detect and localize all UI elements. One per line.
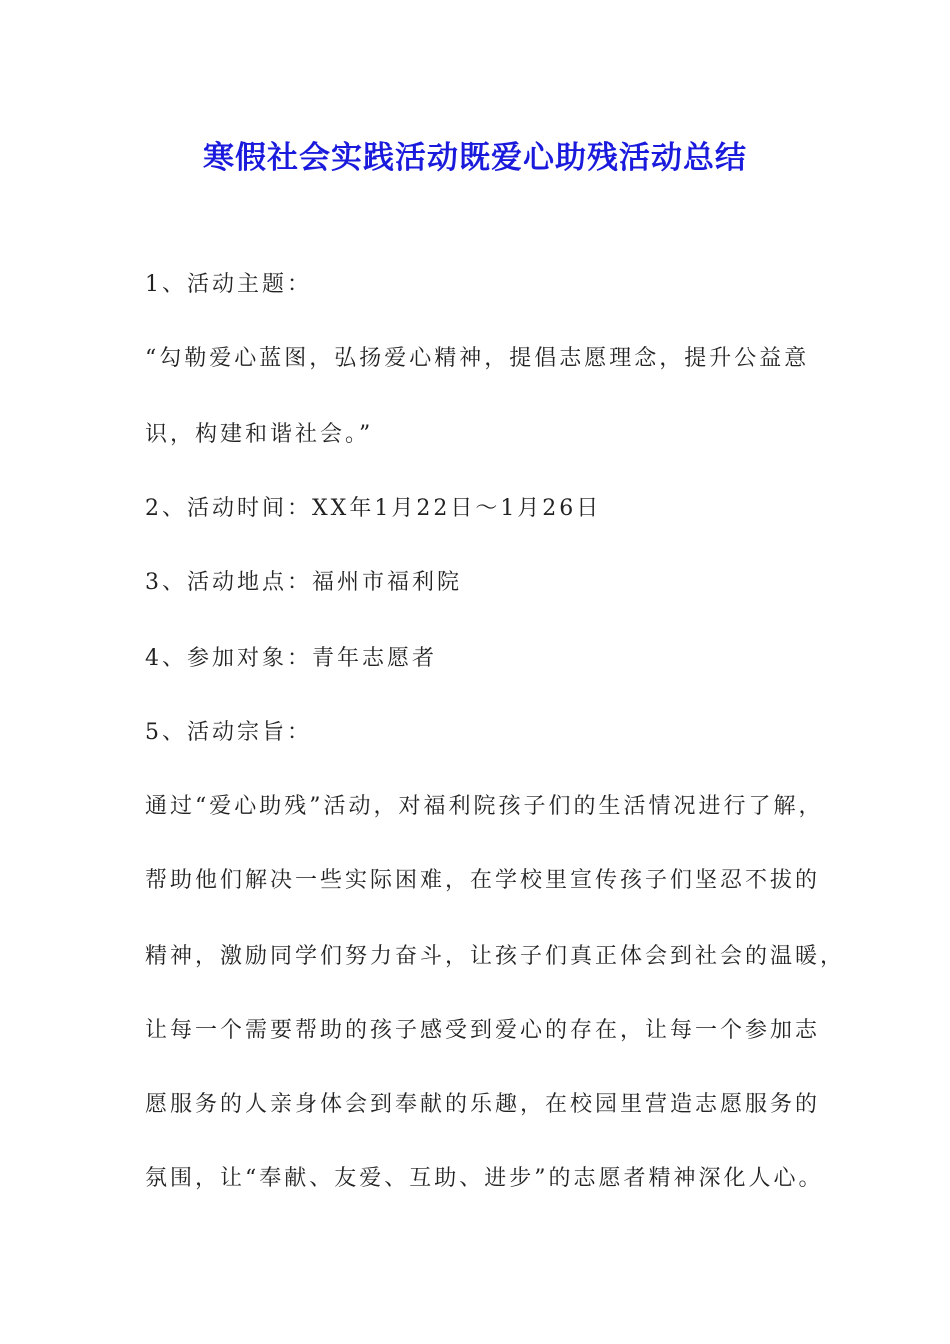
text-line: 3、活动地点：福州市福利院 — [145, 570, 462, 595]
text-line: 通过“爱心助残”活动，对福利院孩子们的生活情况进行了解， — [145, 794, 824, 819]
text-line: 识，构建和谐社会。” — [145, 422, 374, 447]
text-line: 2、活动时间：XX年1月22日～1月26日 — [145, 496, 602, 521]
text-line: 氛围，让“奉献、友爱、互助、进步”的志愿者精神深化人心。 — [145, 1166, 824, 1191]
text-line: “勾勒爱心蓝图，弘扬爱心精神，提倡志愿理念，提升公益意 — [145, 346, 810, 371]
text-line: 愿服务的人亲身体会到奉献的乐趣，在校园里营造志愿服务的 — [145, 1092, 821, 1117]
text-line: 帮助他们解决一些实际困难，在学校里宣传孩子们坚忍不拔的 — [145, 868, 821, 893]
text-line: 1、活动主题： — [145, 272, 312, 297]
document-title: 寒假社会实践活动既爱心助残活动总结 — [203, 140, 747, 176]
text-line: 4、参加对象：青年志愿者 — [145, 646, 437, 671]
text-line: 让每一个需要帮助的孩子感受到爱心的存在，让每一个参加志 — [145, 1018, 821, 1043]
text-line: 精神，激励同学们努力奋斗，让孩子们真正体会到社会的温暖， — [145, 944, 846, 969]
text-line: 5、活动宗旨： — [145, 720, 312, 745]
